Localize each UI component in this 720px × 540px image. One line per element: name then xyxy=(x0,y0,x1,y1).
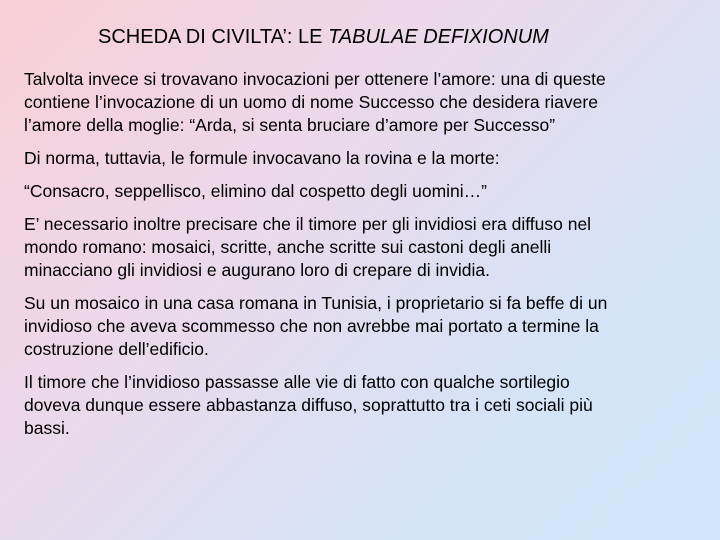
slide-title xyxy=(98,24,549,50)
slide-title-italic: TABULAE DEFIXIONUM xyxy=(328,26,549,48)
paragraph-envy-fear: E’ necessario inoltre precisare che il timore per gli invidiosi era diffuso nel mondo romano: mosaici, scritte, anche scritte sui castoni degli anelli minacciano gli invidiosi e augurano loro di crepare di invidia. xyxy=(24,214,592,280)
paragraph-curse-formula-quote: “Consacro, seppellisco, elimino dal cospetto degli uomini…” xyxy=(24,181,487,201)
paragraph-sorcery-conclusion: Il timore che l’invidioso passasse alle vie di fatto con qualche sortilegio doveva dunque essere abbastanza diffuso, soprattutto tra i ceti sociali più bassi. xyxy=(24,372,593,438)
slide-title-prefix: SCHEDA DI CIVILTA’: LE xyxy=(98,26,329,48)
paragraph-ruin-and-death: Di norma, tuttavia, le formule invocavano la rovina e la morte: xyxy=(24,148,500,168)
paragraph-tunisia-mosaic: Su un mosaico in una casa romana in Tunisia, i proprietario si fa beffe di un invidioso che aveva scommesso che non avrebbe mai portato a termine la costruzione dell’edificio. xyxy=(24,293,608,359)
paragraph-love-invocation: Talvolta invece si trovavano invocazioni per ottenere l’amore: una di queste contiene l’invocazione di un uomo di nome Successo che desidera riavere l’amore della moglie: “Arda, si senta bruciare d’amore per Successo” xyxy=(24,69,606,135)
slide-body xyxy=(24,68,708,450)
